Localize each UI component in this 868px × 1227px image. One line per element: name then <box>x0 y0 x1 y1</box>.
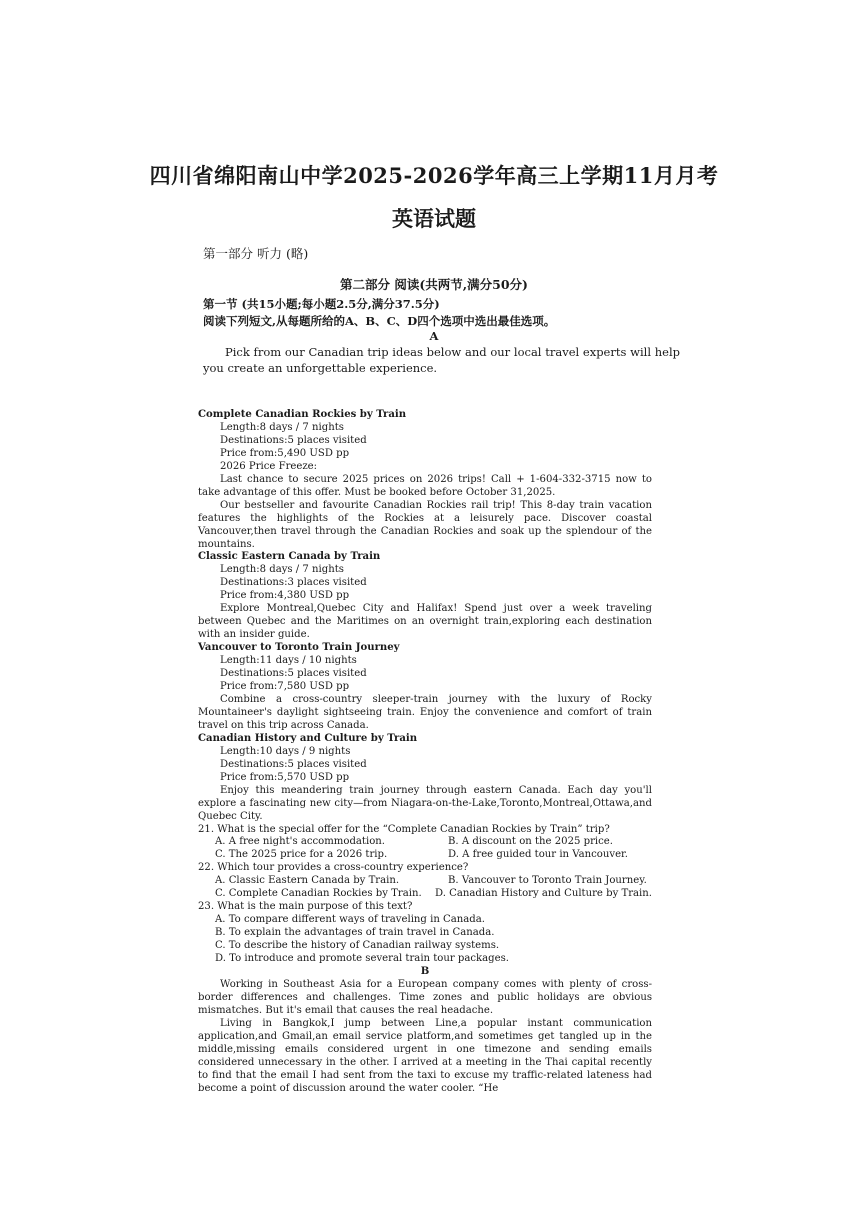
part-one-heading: 第一部分 听力 (略) <box>203 246 309 261</box>
passage-a-intro: Pick from our Canadian trip ideas below and our local travel experts will help you create an unforgettable experience. <box>203 345 680 375</box>
section-one-heading: 第一节 (共15小题;每小题2.5分,满分37.5分) <box>203 297 440 311</box>
tour-destinations: Destinations:5 places visited <box>220 668 367 680</box>
option-b: B. A discount on the 2025 price. <box>448 836 613 848</box>
passage-b-label: B <box>420 965 430 977</box>
tour-title: Canadian History and Culture by Train <box>198 732 418 744</box>
option-c: C. To describe the history of Canadian railway systems. <box>215 940 500 952</box>
tour-price: Price from:4,380 USD pp <box>220 590 350 602</box>
option-c: C. The 2025 price for a 2026 trip. <box>215 849 388 861</box>
option-a: A. To compare different ways of traveling in Canada. <box>215 914 485 926</box>
option-b: B. To explain the advantages of train travel in Canada. <box>215 927 495 939</box>
tour-length: Length:8 days / 7 nights <box>220 564 344 576</box>
tour-length: Length:8 days / 7 nights <box>220 421 344 433</box>
tour-title: Classic Eastern Canada by Train <box>198 551 381 563</box>
passage-a-label: A <box>429 329 439 343</box>
option-row <box>198 849 652 862</box>
option-d: D. To introduce and promote several train tour packages. <box>215 953 510 965</box>
tour-price: Price from:5,490 USD pp <box>220 447 350 459</box>
tour-paragraph: Explore Montreal,Quebec City and Halifax! Spend just over a week traveling between Quebec and the Maritimes on an overnight train,exploring each destination with an insider guide. <box>198 603 652 641</box>
option-a: A. A free night's accommodation. <box>215 836 386 848</box>
question-stem: 22. Which tour provides a cross-country experience? <box>198 862 469 874</box>
passage-b-paragraph: Living in Bangkok,I jump between Line,a popular instant communication application,and Gmail,an email service platform,and sometimes get tangled up in the middle,missing emails considered urgent in one timezone and sending emails considered unnecessary in the other. I arrived at a meeting in the Thai capital recently to find that the email I had sent from the taxi to excuse my traffic-related lateness had become a point of discussion around the water cooler. “He <box>198 1017 652 1094</box>
passage-b-paragraph: Working in Southeast Asia for a European company comes with plenty of cross-border differences and challenges. Time zones and public holidays are obvious mismatches. But it's email that causes the real headache. <box>198 978 652 1016</box>
instructions: 阅读下列短文,从每题所给的A、B、C、D四个选项中选出最佳选项。 <box>203 314 556 328</box>
question-stem: 23. What is the main purpose of this text? <box>198 901 413 913</box>
exam-title: 四川省绵阳南山中学2025-2026学年高三上学期11月月考 <box>149 163 719 188</box>
tour-paragraph: Combine a cross-country sleeper-train journey with the luxury of Rocky Mountaineer's daylight sightseeing train. Enjoy the convenience and comfort of train travel on this trip across Canada. <box>198 693 652 731</box>
tour-title: Complete Canadian Rockies by Train <box>198 409 407 420</box>
tour-paragraph: Last chance to secure 2025 prices on 2026 trips! Call + 1-604-332-3715 now to take advantage of this offer. Must be booked before October 31,2025. <box>198 473 652 498</box>
option-row <box>198 836 652 849</box>
option-b: B. Vancouver to Toronto Train Journey. <box>448 875 647 887</box>
question-stem: 21. What is the special offer for the “Complete Canadian Rockies by Train” trip? <box>198 823 610 835</box>
tour-title: Vancouver to Toronto Train Journey <box>198 642 400 654</box>
option-d: D. Canadian History and Culture by Train. <box>435 888 652 900</box>
exam-subtitle: 英语试题 <box>392 206 476 231</box>
option-d: D. A free guided tour in Vancouver. <box>448 849 628 861</box>
option-c: C. Complete Canadian Rockies by Train. <box>215 888 422 900</box>
tour-paragraph: Our bestseller and favourite Canadian Rockies rail trip! This 8-day train vacation features the highlights of the Rockies at a leisurely pace. Discover coastal Vancouver,then travel through the Canadian Rockies and soak up the splendour of the mountains. <box>198 499 652 550</box>
passage-content <box>198 409 652 1096</box>
option-row <box>198 888 652 901</box>
tour-length: Length:11 days / 10 nights <box>220 655 357 667</box>
tour-destinations: Destinations:5 places visited <box>220 434 367 446</box>
tour-length: Length:10 days / 9 nights <box>220 745 351 757</box>
option-a: A. Classic Eastern Canada by Train. <box>215 875 400 887</box>
part-two-heading: 第二部分 阅读(共两节,满分50分) <box>340 277 528 292</box>
tour-price: Price from:5,570 USD pp <box>220 771 350 783</box>
option-row <box>198 875 652 888</box>
tour-destinations: Destinations:5 places visited <box>220 758 367 770</box>
tour-price: Price from:7,580 USD pp <box>220 681 350 693</box>
tour-price-freeze: 2026 Price Freeze: <box>220 460 318 472</box>
tour-destinations: Destinations:3 places visited <box>220 577 367 589</box>
tour-paragraph: Enjoy this meandering train journey through eastern Canada. Each day you'll explore a fascinating new city—from Niagara-on-the-Lake,Toronto,Montreal,Ottawa,and Quebec City. <box>198 784 652 822</box>
